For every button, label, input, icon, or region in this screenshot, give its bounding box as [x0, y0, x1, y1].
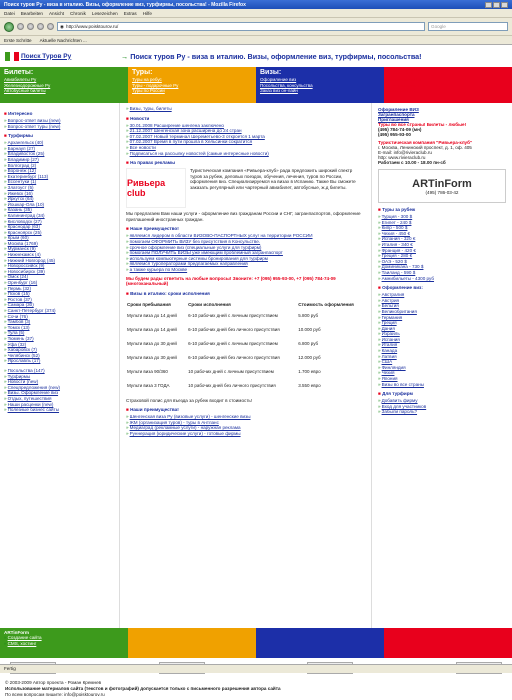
tour-link[interactable]: » Италия - 340 €: [378, 242, 506, 248]
logo-text: Поиск Туров Ру: [21, 52, 72, 60]
rivera-text: Туристическая компания «Ривьера-клуб» рада предложить широкий спектр туров за рубеж, деловых поездок, обучения, лечения, туров по России, оформления виз. Специализируемся на визах в Испанию. Также Вы сможете заказать регулярный или чартерный авиабилет, автобусные, ж.д билеты.: [190, 168, 356, 190]
city-link[interactable]: » Пермь (32): [4, 286, 115, 292]
city-link[interactable]: » Казань (35): [4, 207, 115, 213]
city-link[interactable]: » Челябинск (52): [4, 353, 115, 359]
back-button[interactable]: [4, 22, 14, 32]
category-link[interactable]: Туры на ребус: [132, 77, 162, 82]
sidebar-link[interactable]: » Наши расценки (new): [4, 402, 115, 408]
extra-item[interactable]: » Медиаград (рекламные услуги) - наружная реклама: [126, 425, 365, 431]
category-title: Визы:: [260, 69, 282, 76]
city-link[interactable]: » Уфа (32): [4, 342, 115, 348]
firm-link[interactable]: » Забыли пароль?: [378, 409, 506, 415]
table-cell: 6-10 рабочих дней без личного присутствия: [188, 326, 280, 332]
sidebar-link[interactable]: » Полезные бизнес сайты: [4, 407, 115, 413]
city-link[interactable]: » Екатеринбург (113): [4, 174, 115, 180]
footer-link-site[interactable]: » Создание сайта: [4, 635, 124, 641]
tour-link[interactable]: » Греция - 280 €: [378, 253, 506, 259]
city-link[interactable]: » Красноярск (25): [4, 230, 115, 236]
news-item[interactable]: » Подписаться на рассылку новостей (самые интересные новости): [126, 151, 365, 157]
visa-link[interactable]: » Великобритания: [378, 309, 506, 315]
city-link[interactable]: » Волгоград (2): [4, 163, 115, 169]
site-header: [0, 45, 512, 67]
city-link[interactable]: » Иркутск (64): [4, 196, 115, 202]
firms-section-title: ■ Для турфирм: [378, 391, 506, 396]
visa-link[interactable]: » США: [378, 359, 506, 365]
sidebar-link[interactable]: » Новости (new): [4, 379, 115, 385]
visa-link[interactable]: » Визы во все страны: [378, 382, 506, 388]
flag-icon: [5, 52, 19, 61]
category-title: Туры:: [132, 69, 153, 76]
city-link[interactable]: » Кисловодск (27): [4, 219, 115, 225]
phone-1: (495) 784-74-09 (мн): [378, 127, 422, 132]
table-cell: 12.000 руб: [298, 354, 321, 360]
visa-link[interactable]: » Финляндия: [378, 365, 506, 371]
firm-link[interactable]: » Добавить фирму: [378, 398, 506, 404]
news-item[interactable]: » 07.02.2007 Новый терминал Шереметьево-3 откроется 1 марта: [126, 134, 365, 140]
advantage-item: » а также курьера по Москве: [126, 267, 365, 273]
url-bar[interactable]: [57, 22, 425, 31]
tour-link[interactable]: » Амнибильеты - 4300 руб: [378, 276, 506, 282]
rivera-ad: [126, 168, 365, 208]
city-link[interactable]: » Ижевск (16): [4, 191, 115, 197]
url-text: http://www.poisktourov.ru/: [66, 24, 119, 29]
advantage-item: » являемся туроператорами предлагаемых направлений: [126, 261, 365, 267]
visa-link[interactable]: » Латвия: [378, 354, 506, 360]
table-row: [126, 326, 365, 340]
close-button[interactable]: [501, 2, 508, 8]
table-header: Стоимость оформления: [298, 302, 354, 308]
city-link[interactable]: » Санкт-Петербург (374): [4, 308, 115, 314]
search-input[interactable]: Google: [428, 22, 508, 31]
menu-item-0[interactable]: Datei: [4, 10, 15, 16]
news-item[interactable]: » 30.01.2008 Расширение шенгена заключено: [126, 123, 365, 129]
table-row: [126, 368, 365, 382]
city-link[interactable]: » Новороссийск (9): [4, 263, 115, 269]
category-1: [128, 67, 256, 103]
category-3: [384, 67, 512, 103]
copyright: © 2003-2009 Автор проекта - Роман Кремнев: [5, 680, 102, 685]
city-link[interactable]: » Тамбов (3): [4, 319, 115, 325]
city-link[interactable]: » Владимир (27): [4, 157, 115, 163]
passport-link[interactable]: Загранпаспорта: [378, 112, 415, 117]
invitations-link[interactable]: Приглашения: [378, 117, 409, 122]
footer-orange: [128, 628, 256, 658]
city-link[interactable]: » Ярославль (17): [4, 358, 115, 364]
table-cell: Мульти виза 90/360: [127, 368, 168, 374]
advantage-item: » являемся лидером в области ВИЗОВО-ПАСПОРТНЫХ услуг на территории РОССИИ: [126, 233, 365, 239]
usage-notice: Использование материалов сайта (текстов и фотографий) допускается только с письменного разрешения автора сайта: [5, 686, 281, 691]
footer-artinform: ARTinForm » Создание сайта » CMS, хостинг: [0, 628, 128, 658]
table-row: [126, 354, 365, 368]
visa-service-link[interactable]: Оформление ВИЗ: [378, 107, 419, 112]
sidebar-link[interactable]: » Посольства (147): [4, 368, 115, 374]
tour-link[interactable]: » Египет - 240 $: [378, 220, 506, 226]
city-link[interactable]: » Крым (60): [4, 235, 115, 241]
forward-button[interactable]: [17, 23, 24, 30]
breadcrumb[interactable]: » Визы, туры, билеты: [126, 106, 365, 112]
category-title: Паспорта:: [388, 69, 424, 76]
table-cell: 6-10 рабочих дней с личным присутствием: [188, 312, 278, 318]
category-link[interactable]: иностранцев: [388, 88, 415, 94]
table-cell: 6.800 руб: [298, 340, 319, 346]
visa-link[interactable]: » Испания: [378, 337, 506, 343]
category-link[interactable]: Загранпаспорта: [388, 77, 422, 82]
table-cell: 1.700 евро: [298, 368, 321, 374]
company-address: г. Москва, Ленинский проспект, д. 1, оф. 405: [378, 145, 472, 150]
menu-item-6[interactable]: Hilfe: [142, 10, 152, 16]
minimize-button[interactable]: [485, 2, 492, 8]
visa-link[interactable]: » Австрия: [378, 298, 506, 304]
city-link[interactable]: » Томск (13): [4, 325, 115, 331]
site-logo[interactable]: [5, 52, 115, 61]
table-cell: 10 рабочих дней без личного присутствия: [188, 382, 276, 388]
offer-text: Мы предлагаем Вам наши услуги - оформление виз гражданам России и СНГ, загранпаспортов, оформление приглашений иностранных граждан.: [126, 211, 361, 222]
visa-title: ■ Оформление виз:: [378, 285, 506, 290]
firm-link[interactable]: » Вход для участников: [378, 404, 506, 410]
city-link[interactable]: » Йошкар-Ола (10): [4, 202, 115, 208]
tour-link[interactable]: » Турция - 300 $: [378, 214, 506, 220]
italy-title: ■ Визы в италию: сроки исполнения: [126, 291, 365, 296]
window-controls: [485, 2, 508, 8]
category-link[interactable]: Туры - подарочные Ру: [132, 82, 179, 88]
menu-item-5[interactable]: Extras: [123, 10, 137, 16]
advantage-item: » помогаем ПОЛУЧИТЬ ВИЗЫ уже имеющим проблемный загранпаспорт: [126, 250, 365, 256]
visa-link[interactable]: » Израиль: [378, 331, 506, 337]
table-cell: 5.800 руб: [298, 312, 319, 318]
city-link[interactable]: » Нижний Новгород (45): [4, 258, 115, 264]
city-link[interactable]: » Златоуст (5): [4, 185, 115, 191]
news-title: ■ Новости: [126, 116, 365, 121]
contact-email[interactable]: По всем вопросам пишите: info@poisktourov.ru: [5, 692, 105, 697]
footer-blue: [256, 628, 384, 658]
left-sidebar: [0, 103, 120, 628]
interesting-link[interactable]: » Вопрос-ответ туры (new): [4, 124, 115, 130]
artinform-phone: (495) 786-03-42: [425, 189, 459, 195]
city-link[interactable]: » Хабаровск (7): [4, 347, 115, 353]
maximize-button[interactable]: [493, 2, 500, 8]
city-link[interactable]: » Калининград (34): [4, 213, 115, 219]
city-link[interactable]: » Ессентуки (1): [4, 179, 115, 185]
city-link[interactable]: » Воронеж (12): [4, 168, 115, 174]
table-row: [126, 312, 365, 326]
city-link[interactable]: » Тула (5): [4, 330, 115, 336]
city-link[interactable]: » Тюмень (37): [4, 336, 115, 342]
category-title: Билеты:: [4, 69, 34, 76]
tour-link[interactable]: » Кипр - 500 $: [378, 225, 506, 231]
artinform-logo: ARTinForm: [412, 177, 472, 190]
bookmarks-toolbar: [0, 36, 512, 45]
main-content: [120, 103, 372, 628]
footer-bar: [0, 628, 512, 658]
city-link[interactable]: » Омск (24): [4, 274, 115, 280]
footer-red: [384, 628, 512, 658]
home-button[interactable]: [47, 23, 54, 30]
category-link[interactable]: Туры по России: [132, 88, 165, 94]
city-link[interactable]: » Самара (30): [4, 302, 115, 308]
visa-link[interactable]: » Бельгия: [378, 303, 506, 309]
bookmark-0[interactable]: Erste Schritte: [4, 37, 32, 43]
table-cell: 3.550 евро: [298, 382, 321, 388]
menu-item-2[interactable]: Ansicht: [48, 10, 65, 16]
phone-2: (495) 955-93-00: [378, 132, 411, 137]
news-item[interactable]: » Все новости: [126, 145, 365, 151]
artinform-banner[interactable]: [378, 169, 506, 203]
extra-item[interactable]: » ЖМ (организация туров) - туры в Антланс: [126, 420, 365, 426]
category-link[interactable]: Заказ виз он-лайн: [260, 88, 298, 94]
company-email[interactable]: E-mail: info@rivieraclub.ru: [378, 150, 432, 155]
category-2: [256, 67, 384, 103]
footer-link-cms[interactable]: » CMS, хостинг: [4, 641, 124, 647]
visa-link[interactable]: » Дания: [378, 326, 506, 332]
company-title: Туристическая компания "Ривьера-клуб": [378, 140, 473, 145]
table-cell: Мульти виза 3 ГОДА: [127, 382, 170, 388]
tours-title: ■ Туры за рубеж: [378, 207, 506, 212]
company-hours: Работаем с 10.00 - 18.00 пн-сб: [378, 160, 446, 165]
advantages-title: ■ Наше преимущество!: [126, 226, 365, 231]
table-header: Сроки пребывания: [127, 302, 171, 308]
sidebar-link[interactable]: » Визы. Оформление виз: [4, 390, 115, 396]
window-title: Поиск туров Ру - виза в италию. Визы, оформление виз, турфирмы, посольства! - Mozilla Firefox: [4, 1, 246, 8]
table-row: [126, 382, 365, 396]
tour-link[interactable]: » Таиланд - 590 $: [378, 270, 506, 276]
tour-link[interactable]: » Франция - 420 €: [378, 248, 506, 254]
city-link[interactable]: » Сочи (76): [4, 314, 115, 320]
news-item[interactable]: » 21.12.2007 Шенгенская зона расширена до 24 стран: [126, 128, 365, 134]
interesting-title: ■ Интересно: [4, 111, 115, 116]
menu-item-4[interactable]: Lesezeichen: [91, 10, 118, 16]
table-row: [126, 340, 365, 354]
city-link[interactable]: » Нижнекамск (4): [4, 252, 115, 258]
tour-link[interactable]: » ОАЭ - 520 $: [378, 259, 506, 265]
table-cell: 10.000 руб: [298, 326, 321, 332]
site-footer: [0, 678, 512, 700]
table-cell: 10 рабочих дней с личным присутствием: [188, 368, 274, 374]
italy-visa-table: [126, 298, 365, 396]
news-item[interactable]: » 07.02.2007 Время в пути прошла в Хельсинки сократится: [126, 139, 365, 145]
status-bar: Fertig: [0, 664, 512, 673]
city-link[interactable]: » Псков (15): [4, 291, 115, 297]
rivera-logo[interactable]: Ривьера club: [126, 168, 186, 208]
extra-item[interactable]: » Шенгенская виза Ру (визовые услуги) - шенгенские визы: [126, 414, 365, 420]
visa-link[interactable]: » Канада: [378, 348, 506, 354]
bookmark-1[interactable]: Aktuelle Nachrichten ...: [39, 37, 87, 43]
tour-link[interactable]: » Испания - 320 €: [378, 236, 506, 242]
globe-icon: ◉: [60, 23, 65, 29]
advantage-item: » помогаем ОФОРМИТЬ ВИЗУ без присутствия в Консульстве.: [126, 239, 365, 245]
table-cell: Мульти виза до 14 дней: [127, 312, 177, 318]
category-link[interactable]: Железнодорожные Ру: [4, 82, 51, 88]
tour-link[interactable]: » Доминикана - 730 $: [378, 264, 506, 270]
sidebar-link[interactable]: » Турфирмы: [4, 374, 115, 380]
advantage-item: » используем компьютерные системы бронирования для турфирм: [126, 256, 365, 262]
category-link[interactable]: Авиабилеты Ру: [4, 77, 37, 82]
right-sidebar: [372, 103, 512, 628]
company-site[interactable]: http: www.rivieraclub.ru: [378, 155, 426, 160]
interesting-link[interactable]: » Вопрос-ответ визы (new): [4, 118, 115, 124]
site-tagline: → Поиск туров Ру - виза в италию. Визы, оформление виз, турфирмы, посольства!: [121, 51, 422, 61]
city-link[interactable]: » Архангельск (40): [4, 140, 115, 146]
ad-title: ■ На правах рекламы: [126, 160, 365, 165]
table-cell: 6-10 рабочих дней без личного присутствия: [188, 354, 280, 360]
visa-link[interactable]: » Чехия: [378, 370, 506, 376]
city-link[interactable]: » Владивосток (25): [4, 151, 115, 157]
city-link[interactable]: » Новосибирск (39): [4, 269, 115, 275]
phones-text: Мы будем рады ответить на любые вопросы! Звоните: +7 (095) 955-93-00, +7 (095) 784-74-09 (многоканальный): [126, 275, 336, 287]
visa-link[interactable]: » Греция: [378, 320, 506, 326]
table-header: Сроки исполнения: [188, 302, 231, 308]
advantage-item: » срочное оформление виз (специальные услуги для турфирм): [126, 245, 365, 251]
city-link[interactable]: » Оренбург (16): [4, 280, 115, 286]
visa-link[interactable]: » Италия: [378, 342, 506, 348]
sidebar-link[interactable]: » Спецпредложения (new): [4, 385, 115, 391]
city-link[interactable]: » Москва (1769): [4, 241, 115, 247]
promo-text: Туры во все страны! Билеты - любые!: [378, 122, 467, 127]
tour-link[interactable]: » Чехия - 450 €: [378, 231, 506, 237]
visa-link[interactable]: » Германия: [378, 315, 506, 321]
category-link[interactable]: Оформление виз: [260, 77, 297, 82]
table-cell: 6-10 рабочих дней с личным присутствием: [188, 340, 278, 346]
city-link[interactable]: » Ростов (37): [4, 297, 115, 303]
table-cell: Мульти виза до 30 дней: [127, 340, 177, 346]
city-link[interactable]: » Мурманск (9): [4, 246, 115, 252]
category-bar: [0, 67, 512, 103]
menu-item-1[interactable]: Bearbeiten: [20, 10, 43, 16]
firms-title: ■ Турфирмы: [4, 133, 115, 138]
insurance-text: Страховой полис для въезда за рубеж входит в стоимость!: [126, 397, 253, 403]
table-cell: Мульти виза до 30 дней: [127, 354, 177, 360]
stop-button[interactable]: [37, 23, 44, 30]
visa-link[interactable]: » Япония: [378, 376, 506, 382]
table-cell: Мульти виза до 14 дней: [127, 326, 177, 332]
extra-item[interactable]: » Руннерация (юридические услуги) - готовые фирмы: [126, 431, 365, 437]
navigation-toolbar: [0, 18, 512, 36]
category-link[interactable]: Посольства, консульства: [260, 82, 313, 88]
visa-link[interactable]: » Австралия: [378, 292, 506, 298]
category-link[interactable]: Приглашения для: [388, 82, 426, 88]
reload-button[interactable]: [27, 23, 34, 30]
menu-bar: [0, 9, 512, 18]
window-titlebar: [0, 0, 512, 9]
category-link[interactable]: Автобусные билеты: [4, 88, 46, 94]
sidebar-link[interactable]: » Отдых, путешествия: [4, 396, 115, 402]
content-columns: [0, 103, 512, 628]
menu-item-3[interactable]: Chronik: [70, 10, 86, 16]
city-link[interactable]: » Барнаул (27): [4, 146, 115, 152]
category-0: [0, 67, 128, 103]
city-link[interactable]: » Краснодар (63): [4, 224, 115, 230]
extra-title: ■ Наши преимущества!: [126, 407, 365, 412]
